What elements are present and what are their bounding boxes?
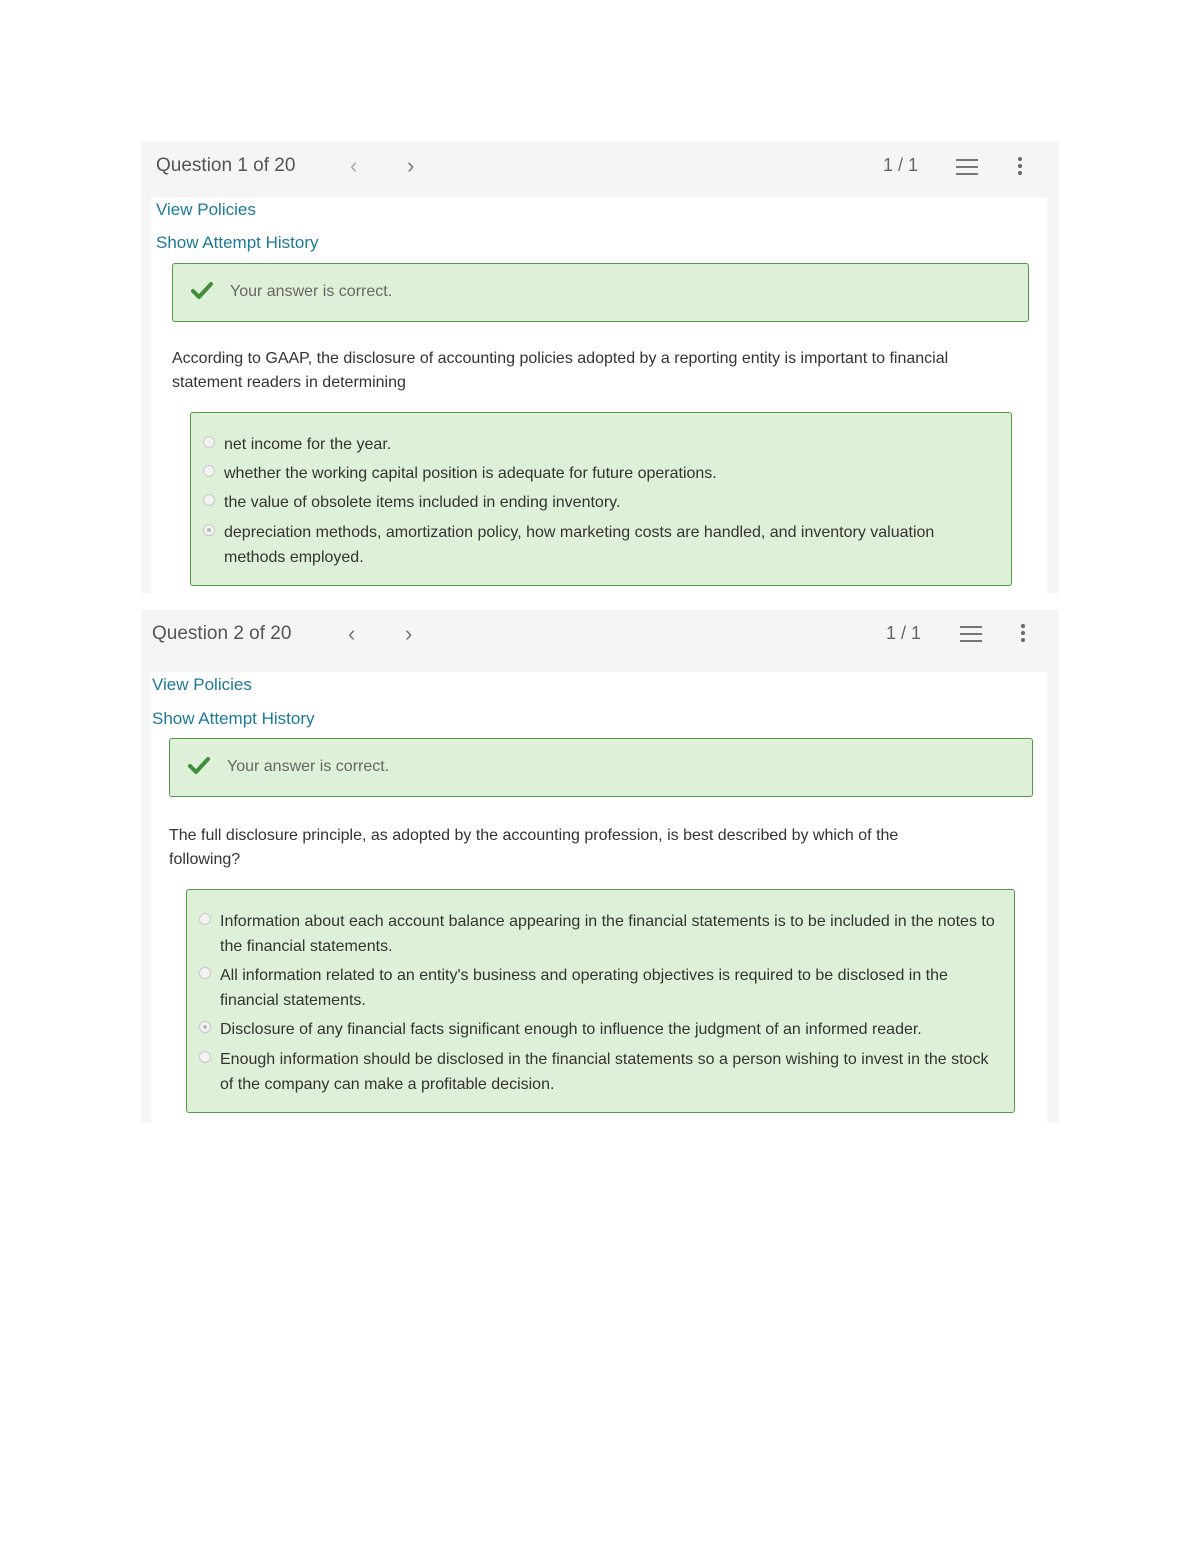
radio-button-selected[interactable] — [199, 1021, 211, 1033]
answer-options — [186, 889, 1015, 1113]
question-panel-2 — [141, 610, 1059, 1123]
radio-button[interactable] — [203, 465, 215, 477]
answer-label: Information about each account balance appearing in the financial statements is to be included in the notes to the financial statements. — [220, 913, 995, 955]
view-policies-link[interactable]: View Policies — [156, 200, 256, 219]
answer-label: depreciation methods, amortization policy, how marketing costs are handled, and inventory valuation methods employed. — [224, 524, 935, 566]
answer-label: Enough information should be disclosed in the financial statements so a person wishing to invest in the stock of the company can make a profitable decision. — [220, 1051, 989, 1093]
question-panel-1 — [141, 141, 1059, 593]
chevron-right-icon[interactable]: › — [407, 153, 415, 178]
radio-button[interactable] — [199, 913, 211, 925]
check-icon — [191, 282, 213, 300]
panel-right-border — [1047, 197, 1059, 593]
panel-left-border — [141, 197, 151, 593]
answer-option[interactable] — [203, 432, 999, 457]
radio-button[interactable] — [203, 436, 215, 448]
answer-option[interactable] — [199, 1047, 1002, 1097]
answer-label: Disclosure of any financial facts significant enough to influence the judgment of an informed reader. — [220, 1021, 922, 1038]
check-icon — [188, 757, 210, 775]
question-header — [141, 141, 1059, 197]
answer-label: All information related to an entity's business and operating objectives is required to be disclosed in the financial statements. — [220, 967, 948, 1009]
question-score: 1 / 1 — [886, 623, 922, 643]
question-text: According to GAAP, the disclosure of accounting policies adopted by a reporting entity is important to financial statement readers in determining — [172, 350, 949, 391]
show-attempt-history-link[interactable]: Show Attempt History — [156, 233, 319, 252]
answer-label: the value of obsolete items included in ending inventory. — [224, 494, 621, 511]
answer-option-selected[interactable] — [203, 520, 999, 570]
answer-option-selected[interactable] — [199, 1017, 1002, 1042]
question-text: The full disclosure principle, as adopted by the accounting profession, is best described by which of the following? — [169, 827, 899, 868]
view-policies-link[interactable]: View Policies — [152, 675, 252, 694]
radio-button[interactable] — [203, 494, 215, 506]
radio-button[interactable] — [199, 967, 211, 979]
answer-label: whether the working capital position is adequate for future operations. — [224, 465, 717, 482]
panel-right-border — [1047, 666, 1059, 1123]
feedback-text: Your answer is correct. — [227, 758, 390, 775]
answer-option[interactable] — [199, 963, 1002, 1013]
chevron-left-icon[interactable]: ‹ — [348, 621, 356, 646]
answer-option[interactable] — [203, 461, 999, 486]
answer-option[interactable] — [203, 490, 999, 515]
answer-options — [190, 412, 1012, 586]
answer-label: net income for the year. — [224, 436, 392, 453]
question-score: 1 / 1 — [883, 155, 919, 175]
show-attempt-history-link[interactable]: Show Attempt History — [152, 709, 315, 728]
chevron-left-icon[interactable]: ‹ — [350, 153, 358, 178]
question-header — [141, 610, 1059, 672]
list-icon[interactable] — [960, 625, 982, 645]
radio-button-selected[interactable] — [203, 524, 215, 536]
chevron-right-icon[interactable]: › — [405, 621, 413, 646]
question-title: Question 1 of 20 — [156, 155, 296, 176]
feedback-text: Your answer is correct. — [230, 283, 393, 300]
panel-left-border — [141, 666, 151, 1123]
more-vertical-icon[interactable] — [1020, 624, 1026, 644]
feedback-banner — [169, 738, 1033, 797]
list-icon[interactable] — [956, 158, 978, 178]
feedback-banner — [172, 263, 1029, 322]
answer-option[interactable] — [199, 909, 1002, 959]
question-title: Question 2 of 20 — [152, 623, 292, 644]
radio-button[interactable] — [199, 1051, 211, 1063]
more-vertical-icon[interactable] — [1017, 157, 1023, 177]
